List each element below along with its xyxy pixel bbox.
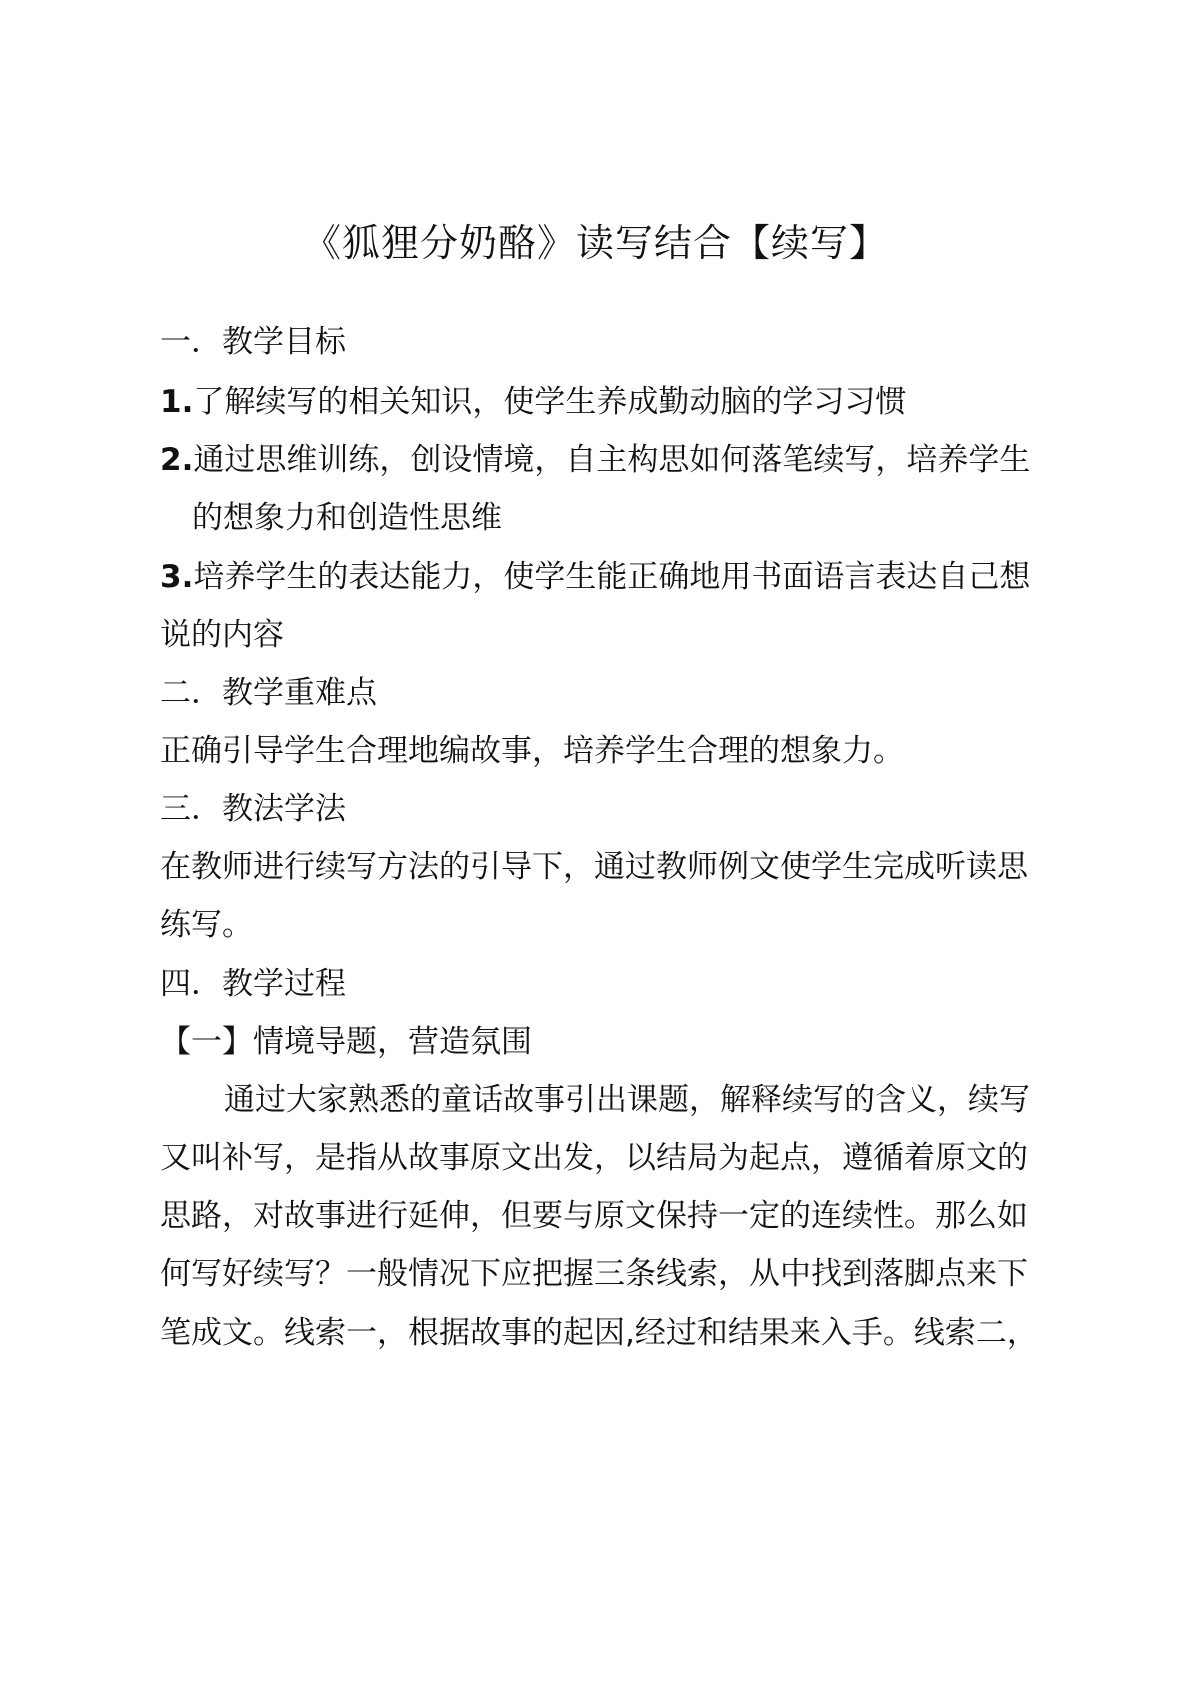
methods-text-line-2: 练写。 — [160, 907, 253, 943]
paragraph-line-3: 思路，对故事进行延伸，但要与原文保持一定的连续性。那么如 — [160, 1198, 1028, 1234]
section-heading-objectives: 一．教学目标 — [160, 324, 346, 360]
item-number: 1. — [160, 384, 194, 420]
paragraph-line-4: 何写好续写？一般情况下应把握三条线索，从中找到落脚点来下 — [160, 1256, 1028, 1292]
section-heading-methods: 三．教法学法 — [160, 791, 346, 827]
item-text: 了解续写的相关知识，使学生养成勤动脑的学习习惯 — [193, 384, 907, 420]
objective-item-3-continuation: 说的内容 — [160, 617, 284, 653]
objective-item-1 — [160, 380, 1060, 424]
item-text: 培养学生的表达能力，使学生能正确地用书面语言表达自己想 — [193, 559, 1031, 595]
item-number: 3. — [160, 559, 194, 595]
key-points-text: 正确引导学生合理地编故事，培养学生合理的想象力。 — [160, 733, 904, 769]
section-heading-key-points: 二．教学重难点 — [160, 675, 377, 711]
paragraph-line-5: 笔成文。线索一，根据故事的起因,经过和结果来入手。线索二， — [160, 1315, 1038, 1351]
paragraph-line-1: 通过大家熟悉的童话故事引出课题，解释续写的含义，续写 — [224, 1082, 1030, 1118]
document-title: 《狐狸分奶酪》读写结合【续写】 — [302, 221, 888, 265]
objective-item-3 — [160, 555, 1060, 599]
methods-text-line-1: 在教师进行续写方法的引导下，通过教师例文使学生完成听读思 — [160, 849, 1028, 885]
item-number: 2. — [160, 442, 194, 478]
item-text: 通过思维训练，创设情境，自主构思如何落笔续写，培养学生 — [193, 442, 1031, 478]
objective-item-2-continuation: 的想象力和创造性思维 — [192, 500, 502, 536]
subsection-heading-1: 【一】情境导题，营造氛围 — [160, 1024, 532, 1060]
section-heading-process: 四．教学过程 — [160, 966, 346, 1002]
paragraph-line-2: 又叫补写，是指从故事原文出发，以结局为起点，遵循着原文的 — [160, 1140, 1028, 1176]
objective-item-2 — [160, 438, 1060, 482]
